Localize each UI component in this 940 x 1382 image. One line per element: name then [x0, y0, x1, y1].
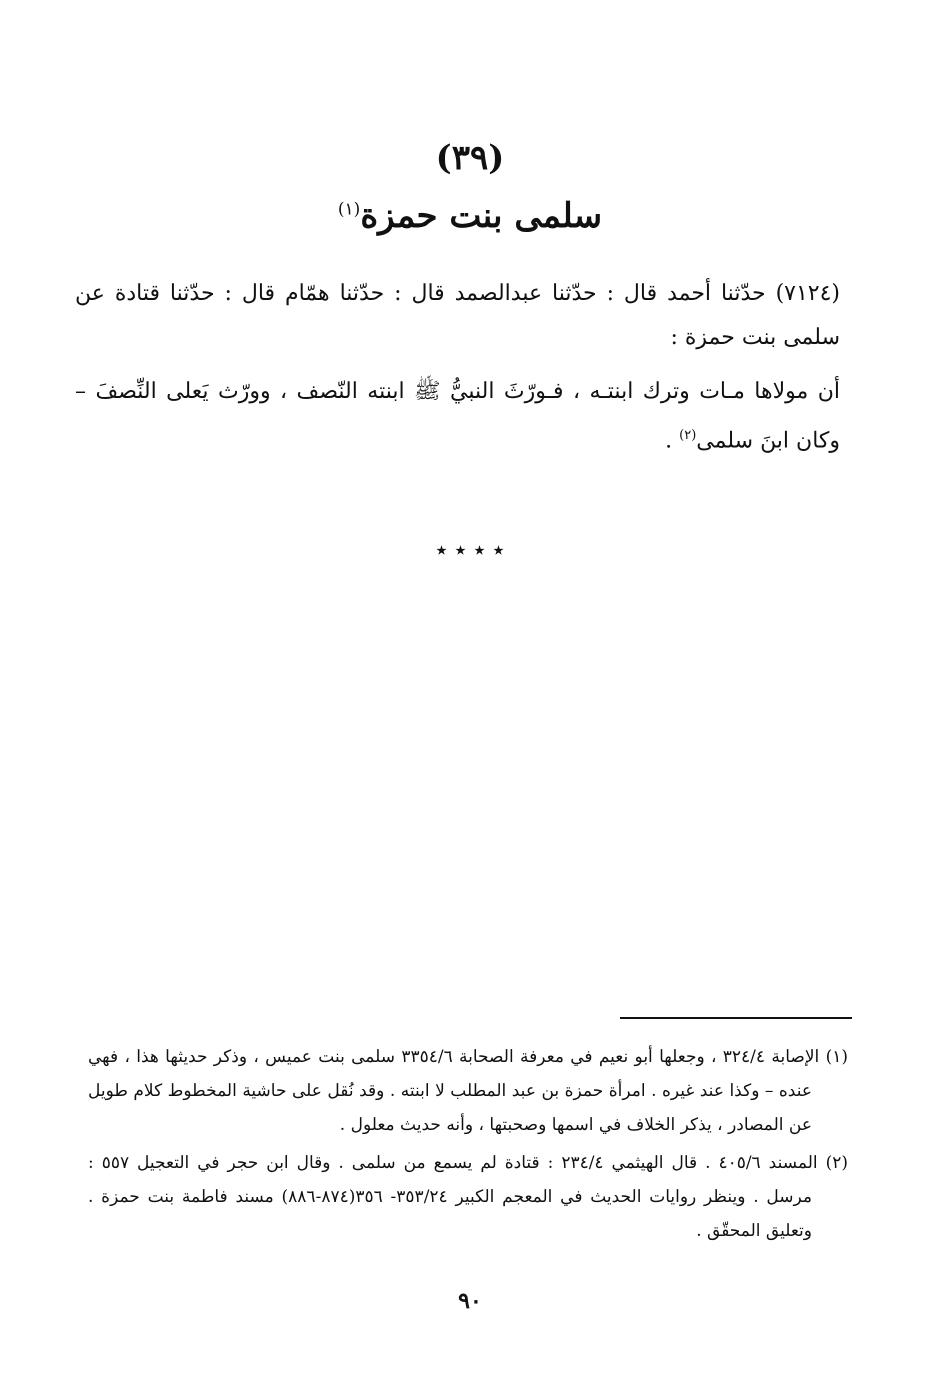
matn-footnote-ref[interactable]: (٢) — [679, 428, 697, 443]
hadith-matn-paragraph — [75, 370, 840, 463]
hadith-matn: أن مولاها مـات وترك ابنتـه ، فـورّثَ النبيُّ ﷺ ابنته النّصف ، وورّث يَعلى النِّصفَ – وكان ابنَ سلمى — [75, 379, 840, 454]
title-footnote-ref[interactable]: (١) — [337, 199, 361, 220]
page-number: ٩٠ — [458, 1288, 482, 1314]
hadith-matn-end: . — [665, 428, 680, 454]
footnote-2 — [88, 1146, 848, 1248]
section-separator-stars: ٭ ٭ ٭ ٭ — [435, 538, 505, 563]
footnote-text: الإصابة ٣٢٤/٤ ، وجعلها أبو نعيم في معرفة الصحابة ٣٣٥٤/٦ سلمى بنت عميس ، وذكر حديثها هذا ، فهي عنده – وكذا عند غيره . امرأة حمزة بن عبد المطلب لا ابنته . وقد نُقل على حاشية المخطوط كلام طويل عن المصادر ، يذكر الخلاف في اسمها وصحبتها ، وأنه حديث معلول . — [88, 1047, 820, 1135]
footnotes-section — [88, 1040, 848, 1252]
footnote-1 — [88, 1040, 848, 1142]
hadith-number: (٧١٢٤) — [775, 281, 841, 306]
title-text: سلمى بنت حمزة — [360, 196, 603, 236]
chapter-number: (٣٩) — [435, 138, 505, 178]
footnote-marker: (٢) — [825, 1153, 848, 1173]
footnote-marker: (١) — [825, 1047, 848, 1067]
footnote-text: المسند ٤٠٥/٦ . قال الهيثمي ٢٣٤/٤ : قتادة لم يسمع من سلمى . وقال ابن حجر في التعجيل ٥٥٧ : مرسل . وينظر روايات الحديث في المعجم الكبير ٣٥٣/٢٤- ٣٥٦(٨٧٤-٨٨٦) مسند فاطمة بنت حمزة . وتعليق المحقّق . — [88, 1153, 818, 1241]
page-title — [0, 196, 940, 236]
footnote-separator-line — [620, 1017, 852, 1019]
hadith-isnad: حدّثنا أحمد قال : حدّثنا عبدالصمد قال : حدّثنا همّام قال : حدّثنا قتادة عن سلمى بنت حمزة : — [75, 281, 840, 350]
hadith-isnad-paragraph — [75, 272, 840, 360]
